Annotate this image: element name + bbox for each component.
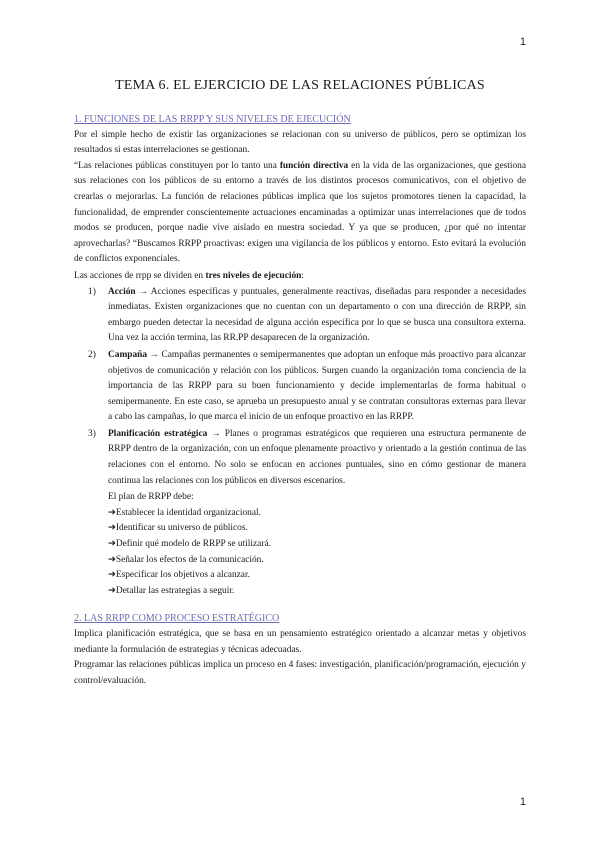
execution-levels-list xyxy=(74,285,526,490)
level-item xyxy=(74,427,526,489)
section-2-paragraph-2: Programar las relaciones públicas implica un proceso en 4 fases: investigación, planificación/programación, ejecución y control/evaluación. xyxy=(74,660,526,686)
level-item xyxy=(74,285,526,347)
section-1-heading: 1. FUNCIONES DE LAS RRPP Y SUS NIVELES DE EJECUCIÓN xyxy=(74,114,351,125)
p2-after: en la vida de las organizaciones, que gestiona sus relaciones con los públicos de su entorno a través de los distintos procesos comunicativos, con el objetivo de crearlas o mejorarlas. La función de relaciones públicas implica que los sujetos promotores tienen la capacidad, la funcionalidad, de emprender conscientemente actuaciones encaminadas a optimizar unas interrelaciones que de todos modos se producen, porque nadie vive aislado en nuestra sociedad. Y ya que se producen, ¿por qué no intentar aprovecharlas? “Buscamos RRPP proactivas: exigen una vigilancia de los públicos y entorno. Esto evitará la evolución de conflictos exponenciales. xyxy=(74,160,526,265)
plan-item: ➔Definir qué modelo de RRPP se utilizará. xyxy=(108,539,271,550)
level-number: 2) xyxy=(88,349,96,360)
level-text: → Acciones específicas y puntuales, generalmente reactivas, diseñadas para responder a necesidades inmediatas. Existen organizaciones que no cuentan con un departamento o con una dirección de RRPP, sin embargo pueden detectar la necesidad de alguna acción específica por lo que se busca una consultora externa. Una vez la acción termina, las RR.PP desaparecen de la organización. xyxy=(108,286,526,344)
p3-after: : xyxy=(301,270,304,281)
p2-before: “Las relaciones públicas constituyen por lo tanto una xyxy=(74,160,280,171)
level-name: Campaña xyxy=(108,349,148,360)
plan-item: ➔Establecer la identidad organizacional. xyxy=(108,507,261,518)
plan-intro: El plan de RRPP debe: xyxy=(108,492,194,503)
page-number-top: 1 xyxy=(519,36,526,48)
level-number: 3) xyxy=(88,428,96,439)
section-2-heading: 2. LAS RRPP COMO PROCESO ESTRATÉGICO xyxy=(74,613,280,625)
page-number-bottom: 1 xyxy=(519,796,526,808)
plan-item: ➔Detallar las estrategias a seguir. xyxy=(108,585,235,596)
plan-item: ➔Identificar su universo de públicos. xyxy=(108,523,248,534)
plan-item: ➔Señalar los efectos de la comunicación. xyxy=(108,554,264,565)
section-2-paragraph-1: Implica planificación estratégica, que se basa en un pensamiento estratégico orientado a alcanzar metas y objetivos mediante la formulación de estrategias y técnicas adecuadas. xyxy=(74,629,526,655)
p3-bold: tres niveles de ejecución xyxy=(205,270,302,281)
level-number: 1) xyxy=(88,286,96,297)
page-title: TEMA 6. EL EJERCICIO DE LAS RELACIONES PÚBLICAS xyxy=(115,78,485,93)
level-name: Planificación estratégica xyxy=(108,428,208,439)
level-item xyxy=(74,348,526,426)
p3-before: Las acciones de rrpp se dividen en xyxy=(74,270,206,281)
level-text: → Planes o programas estratégicos que requieren una estructura permanente de RRPP dentro de la organización, con un enfoque plenamente proactivo y orientado a la gestión continua de las relaciones con el entorno. No solo se enfocan en acciones puntuales, sino en cómo gestionar de manera continua las relaciones con los públicos en diversos escenarios. xyxy=(108,428,526,486)
plan-item: ➔Especificar los objetivos a alcanzar. xyxy=(108,570,250,581)
level-text: → Campañas permanentes o semipermanentes que adoptan un enfoque más proactivo para alcanzar objetivos de comunicación y relación con los públicos. Surgen cuando la organización toma conciencia de la importancia de las RRPP para su buen funcionamiento y decide implementarlas de forma habitual o semipermanente. En este caso, se aprueba un presupuesto anual y se contratan consultoras externas para llevar a cabo las campañas, lo que marca el inicio de un enfoque proactivo en las RRPP. xyxy=(108,349,526,423)
level-name: Acción xyxy=(108,286,136,297)
section-1-paragraph-3 xyxy=(74,269,526,285)
p2-bold: función directiva xyxy=(279,160,349,171)
section-1-paragraph-2 xyxy=(74,159,526,268)
plan-list xyxy=(74,490,526,599)
document-body xyxy=(74,112,526,689)
section-1-paragraph-1: Por el simple hecho de existir las organizaciones se relacionan con su universo de públicos, pero se optimizan los resultados si estas interrelaciones se gestionan. xyxy=(74,129,526,156)
